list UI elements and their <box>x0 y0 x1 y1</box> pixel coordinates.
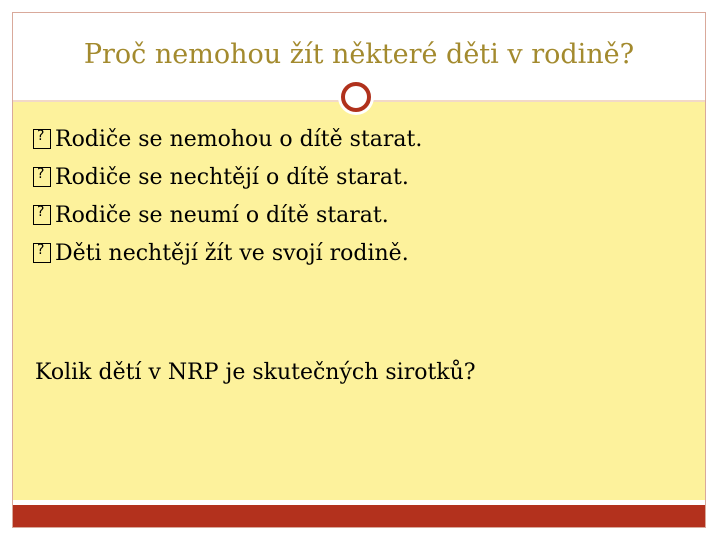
bullet-list <box>33 120 422 272</box>
question-text: Kolik dětí v NRP je skutečných sirotků? <box>35 360 476 385</box>
bullet-text: Rodiče se nechtějí o dítě starat. <box>55 164 409 190</box>
missing-glyph-box-icon <box>33 205 51 225</box>
slide <box>12 12 706 528</box>
missing-glyph-box-icon <box>33 129 51 149</box>
footer-bar <box>13 505 705 527</box>
missing-glyph-box-icon <box>33 167 51 187</box>
list-item <box>33 234 422 272</box>
bullet-text: Rodiče se neumí o dítě starat. <box>55 202 389 228</box>
bullet-text: Děti nechtějí žít ve svojí rodině. <box>55 240 409 266</box>
list-item <box>33 196 422 234</box>
circle-ring-icon <box>341 82 371 112</box>
slide-title: Proč nemohou žít některé děti v rodině? <box>83 39 635 70</box>
list-item <box>33 120 422 158</box>
list-item <box>33 158 422 196</box>
bullet-text: Rodiče se nemohou o dítě starat. <box>55 126 423 152</box>
missing-glyph-box-icon <box>33 243 51 263</box>
